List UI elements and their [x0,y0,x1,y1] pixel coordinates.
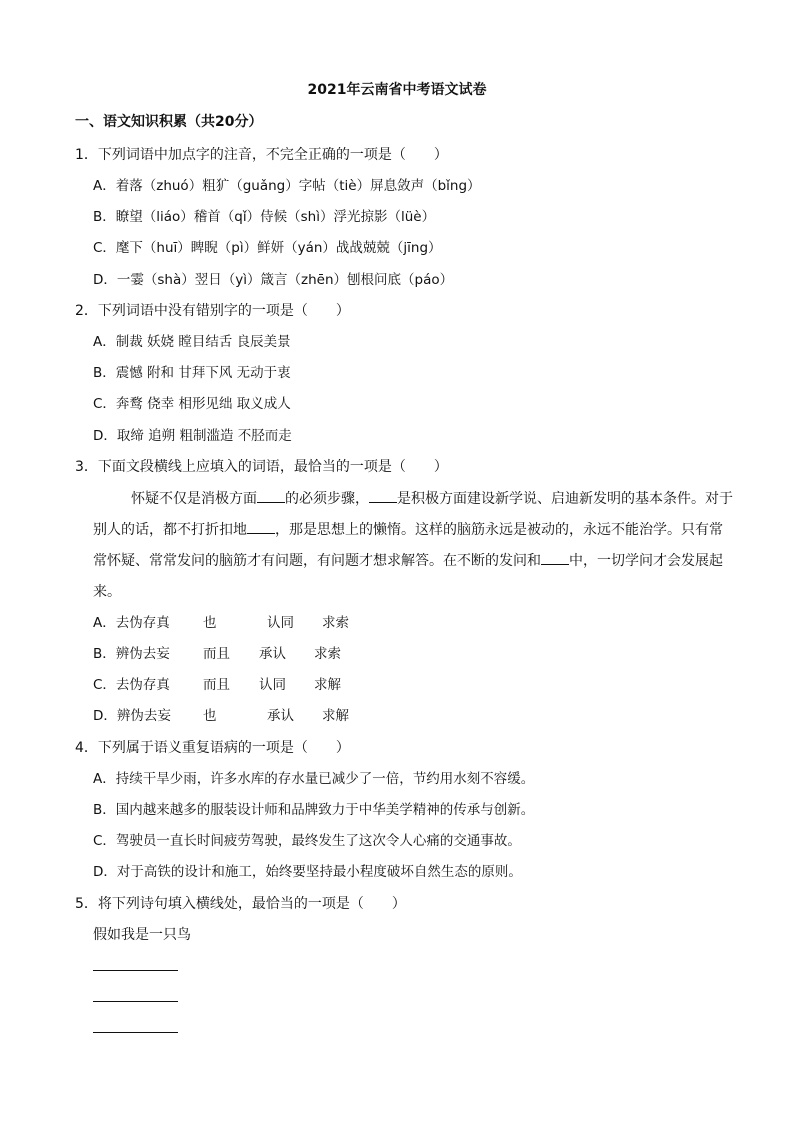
question-3-option-a [93,613,349,633]
poem-first-line: 假如我是一只鸟 [93,927,191,943]
option-term: 承认 [267,708,294,724]
question-4-stem: 4．下列属于语义重复语病的一项是（ ） [75,740,350,756]
option-term: 也 [203,615,217,631]
question-1-option-c: C．麾下（huī）睥睨（pì）鲜妍（yán）战战兢兢（jīng） [93,240,442,256]
fill-blank-2 [369,488,397,503]
question-2-stem: 2．下列词语中没有错别字的一项是（ ） [75,303,350,319]
question-4-option-d: D．对于高铁的设计和施工，始终要坚持最小程度破坏自然生态的原则。 [93,864,522,880]
question-5-stem: 5．将下列诗句填入横线处，最恰当的一项是（ ） [75,896,406,912]
passage-text: 是积极方面建设新学说、启迪新发明的基本条件。对于别人的话，都不打折扣地 [93,491,733,538]
question-1-stem: 1．下列词语中加点字的注音，不完全正确的一项是（ ） [75,147,448,163]
question-4-option-c: C．驾驶员一直长时间疲劳驾驶，最终发生了这次令人心痛的交通事故。 [93,833,521,849]
question-3-option-d [93,706,349,726]
option-term: 求索 [314,646,341,662]
option-term: 也 [203,708,217,724]
passage-text: ，那是思想上的懒惰。这样的脑筋永远是被动的，永远不能治学。只有常常怀疑、常常发问的脑筋才有问题，有问题才想求解答。在不断的发问和 [93,522,723,569]
question-4-option-b: B．国内越来越多的服装设计师和品牌致力于中华美学精神的传承与创新。 [93,802,535,818]
poem-blank-line-2 [93,1001,178,1002]
option-term: B．辨伪去妄 [93,646,170,662]
question-3-option-b [93,644,341,664]
fill-blank-4 [541,550,569,565]
option-term: 求解 [322,708,349,724]
option-term: 而且 [203,677,230,693]
passage-text: 的必须步骤， [285,491,369,507]
question-2-option-d: D．取缔 追朔 粗制滥造 不胫而走 [93,428,292,444]
question-2-option-a: A．制裁 妖娆 瞠目结舌 良辰美景 [93,334,291,350]
page-title: 2021年云南省中考语文试卷 [307,82,487,98]
option-term: 求解 [314,677,341,693]
question-1-option-d: D．一霎（shà）翌日（yì）箴言（zhēn）刨根问底（páo） [93,272,454,288]
question-3-option-c [93,675,341,695]
section-heading: 一、语文知识积累（共20分） [75,114,263,130]
passage-text: 中，一切学问才会发展起来。 [93,553,723,600]
passage-text: 怀疑不仅是消极方面 [131,491,257,507]
fill-blank-3 [247,519,275,534]
poem-blank-line-1 [93,970,178,971]
option-term: 认同 [267,615,294,631]
question-4-option-a: A．持续干旱少雨，许多水库的存水量已减少了一倍，节约用水刻不容缓。 [93,771,535,787]
fill-blank-1 [257,488,285,503]
question-2-option-c: C．奔鹜 侥幸 相形见绌 取义成人 [93,396,291,412]
option-term: C．去伪存真 [93,677,170,693]
question-3-stem: 3．下面文段横线上应填入的词语，最恰当的一项是（ ） [75,459,448,475]
question-2-option-b: B．震憾 附和 甘拜下风 无动于衷 [93,365,291,381]
question-1-option-a: A．着落（zhuó）粗犷（guǎng）字帖（tiè）屏息敛声（bǐng） [93,178,481,194]
question-3-passage [93,484,733,608]
poem-blank-line-3 [93,1032,178,1033]
option-term: 求索 [322,615,349,631]
option-term: A．去伪存真 [93,615,170,631]
option-term: 而且 [203,646,230,662]
question-1-option-b: B．瞭望（liáo）稽首（qǐ）侍候（shì）浮光掠影（lüè） [93,209,436,225]
option-term: 认同 [259,677,286,693]
option-term: 承认 [259,646,286,662]
option-term: D．辨伪去妄 [93,708,171,724]
